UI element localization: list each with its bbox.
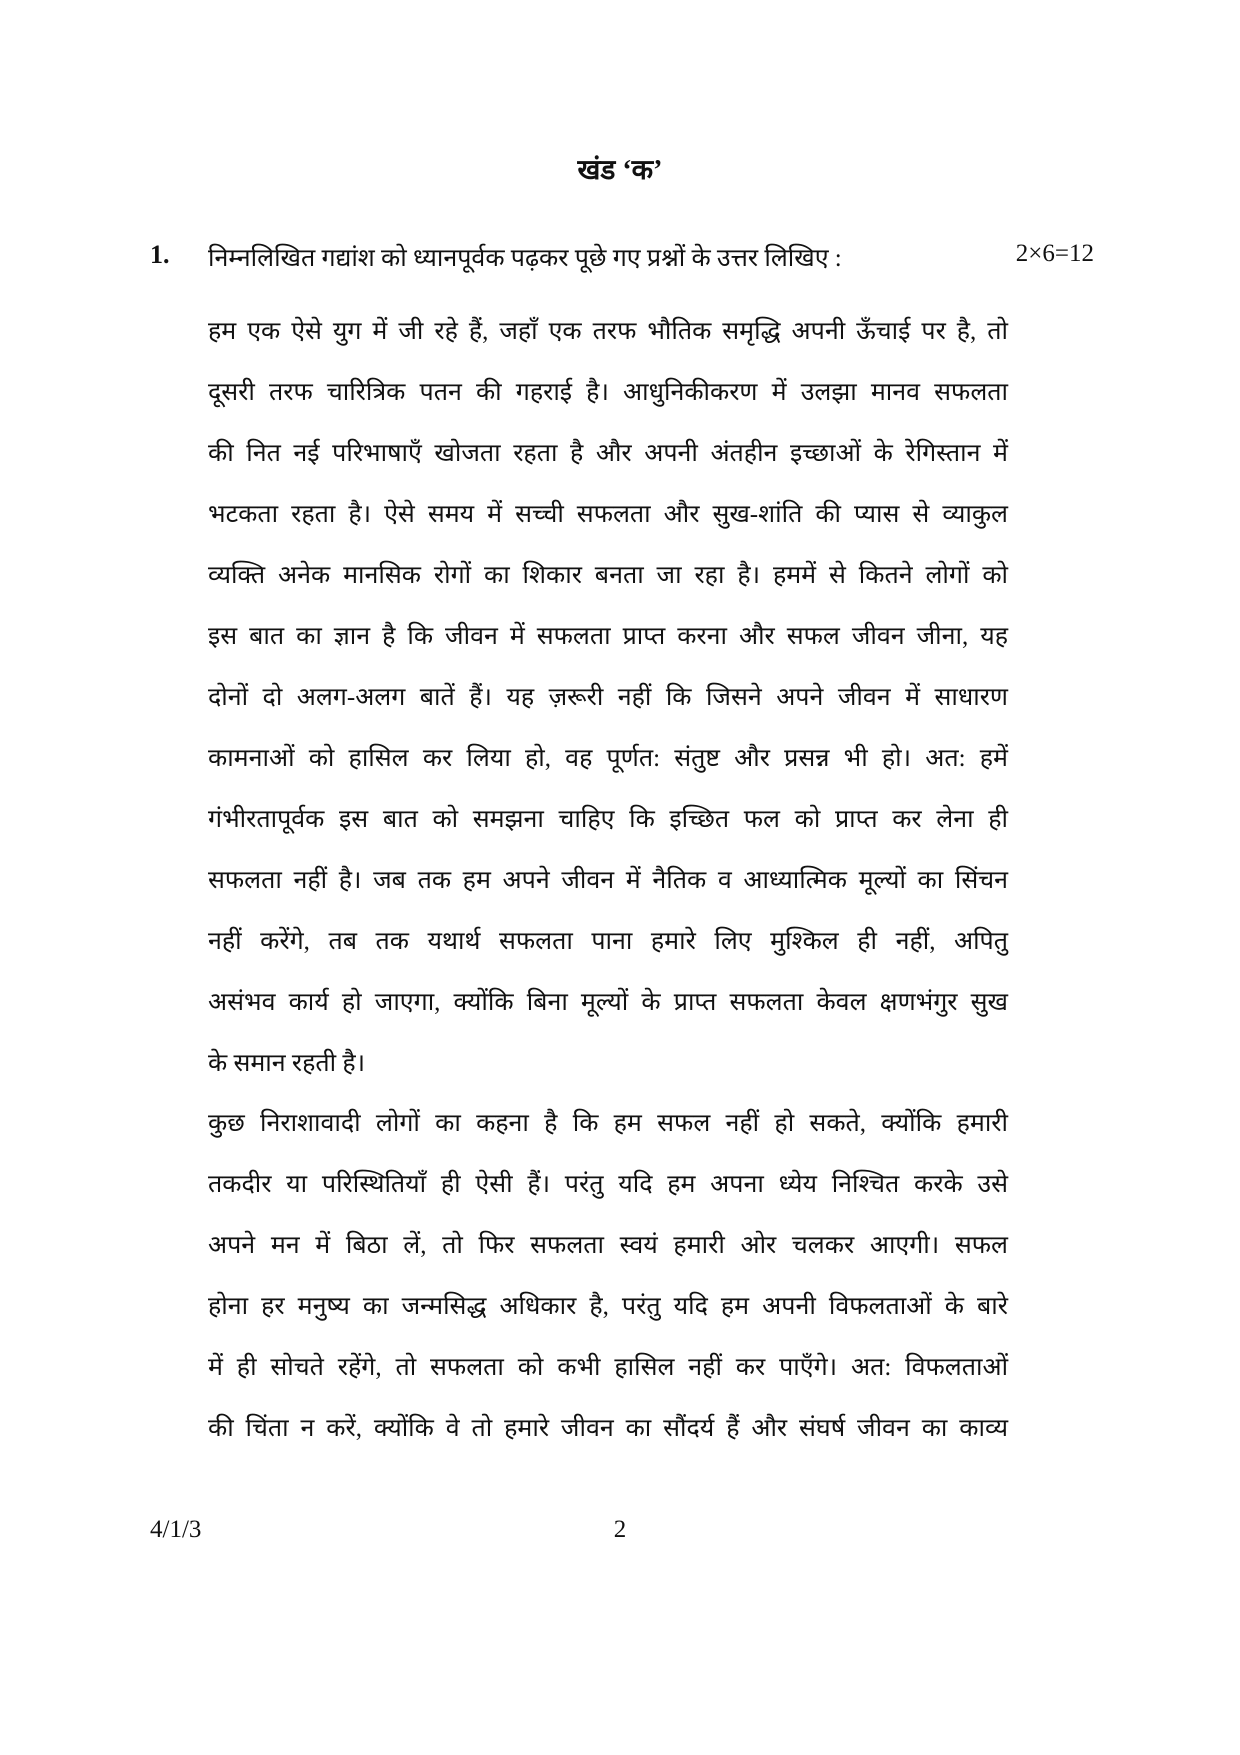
passage-line: नहीं करेंगे, तब तक यथार्थ सफलता पाना हमारे लिए मुश्किल ही नहीं, अपितु bbox=[208, 928, 1008, 955]
passage-line: दूसरी तरफ चारित्रिक पतन की गहराई है। आधुनिकीकरण में उलझा मानव सफलता bbox=[208, 379, 1008, 406]
passage-paragraph-2 bbox=[208, 1104, 1008, 1470]
passage-line: होना हर मनुष्य का जन्मसिद्ध अधिकार है, परंतु यदि हम अपनी विफलताओं के बारे bbox=[208, 1293, 1008, 1320]
question-number: 1. bbox=[150, 240, 170, 269]
passage-line: भटकता रहता है। ऐसे समय में सच्ची सफलता और सुख-शांति की प्यास से व्याकुल bbox=[208, 501, 1008, 528]
passage-line: असंभव कार्य हो जाएगा, क्योंकि बिना मूल्यों के प्राप्त सफलता केवल क्षणभंगुर सुख bbox=[208, 989, 1008, 1016]
passage-line: कुछ निराशावादी लोगों का कहना है कि हम सफल नहीं हो सकते, क्योंकि हमारी bbox=[208, 1110, 1008, 1137]
passage-line: गंभीरतापूर्वक इस बात को समझना चाहिए कि इच्छित फल को प्राप्त कर लेना ही bbox=[208, 806, 1008, 833]
passage-line: व्यक्ति अनेक मानसिक रोगों का शिकार बनता जा रहा है। हममें से कितने लोगों को bbox=[208, 562, 1008, 589]
passage-paragraph-1 bbox=[208, 312, 1008, 1105]
passage-line: की चिंता न करें, क्योंकि वे तो हमारे जीवन का सौंदर्य हैं और संघर्ष जीवन का काव्य bbox=[208, 1415, 1008, 1442]
page-number: 2 bbox=[613, 1516, 627, 1543]
passage-line: की नित नई परिभाषाएँ खोजता रहता है और अपनी अंतहीन इच्छाओं के रेगिस्तान में bbox=[208, 440, 1008, 467]
passage-line: तकदीर या परिस्थितियाँ ही ऐसी हैं। परंतु यदि हम अपना ध्येय निश्चित करके उसे bbox=[208, 1171, 1008, 1198]
paper-code: 4/1/3 bbox=[150, 1516, 202, 1543]
passage-line: इस बात का ज्ञान है कि जीवन में सफलता प्राप्त करना और सफल जीवन जीना, यह bbox=[208, 623, 1008, 650]
passage-line: सफलता नहीं है। जब तक हम अपने जीवन में नैतिक व आध्यात्मिक मूल्यों का सिंचन bbox=[208, 867, 1008, 894]
question-instruction: निम्नलिखित गद्यांश को ध्यानपूर्वक पढ़कर पूछे गए प्रश्नों के उत्तर लिखिए : bbox=[208, 245, 842, 272]
section-heading: खंड ‘क’ bbox=[577, 155, 663, 186]
passage-line: दोनों दो अलग-अलग बातें हैं। यह ज़रूरी नहीं कि जिसने अपने जीवन में साधारण bbox=[208, 684, 1008, 711]
passage-line: अपने मन में बिठा लें, तो फिर सफलता स्वयं हमारी ओर चलकर आएगी। सफल bbox=[208, 1232, 1008, 1259]
passage-line: हम एक ऐसे युग में जी रहे हैं, जहाँ एक तरफ भौतिक समृद्धि अपनी ऊँचाई पर है, तो bbox=[208, 318, 1008, 345]
passage-line: के समान रहती है। bbox=[208, 1050, 366, 1077]
passage-line: कामनाओं को हासिल कर लिया हो, वह पूर्णत: संतुष्ट और प्रसन्न भी हो। अत: हमें bbox=[208, 745, 1008, 772]
passage-line: में ही सोचते रहेंगे, तो सफलता को कभी हासिल नहीं कर पाएँगे। अत: विफलताओं bbox=[208, 1354, 1008, 1381]
question-marks: 2×6=12 bbox=[1015, 240, 1094, 267]
